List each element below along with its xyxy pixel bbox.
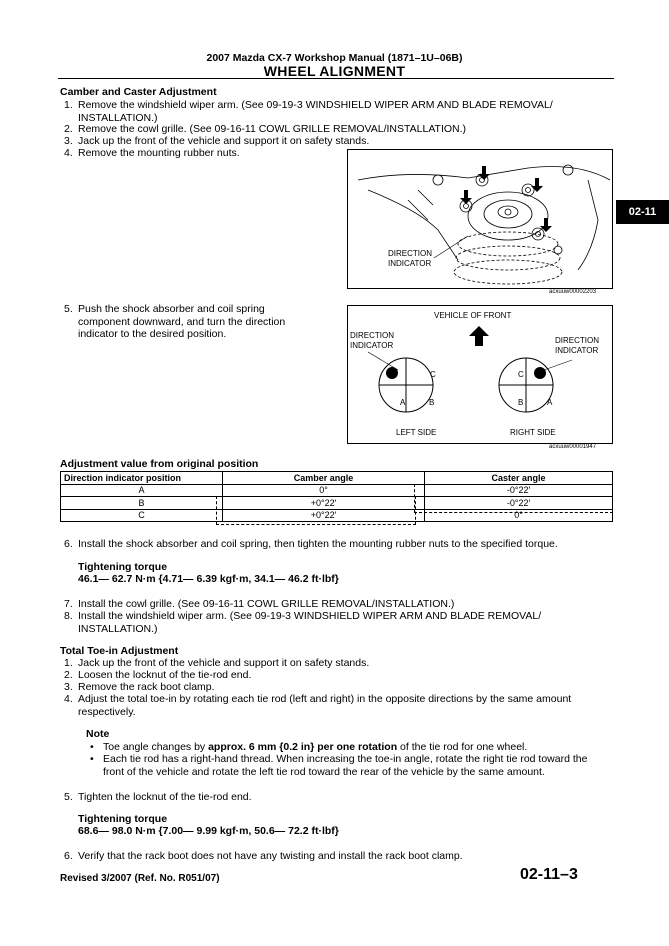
table-cell: +0°22′ (223, 509, 425, 522)
toe-step-3: 3. Remove the rack boot clamp. (64, 681, 215, 693)
caster-highlight-box (414, 484, 613, 513)
col-header-camber: Camber angle (223, 472, 425, 485)
indicator-dials (348, 306, 612, 443)
table-header-row (61, 472, 613, 485)
camber-step-1: 1. Remove the windshield wiper arm. (See 09-19-3 WINDSHIELD WIPER ARM AND BLADE REMOVAL/ INSTALLATION.) (64, 99, 553, 124)
table-cell: -0°22′ (425, 484, 613, 497)
page-number: 02-11–3 (520, 866, 578, 883)
manual-subtitle: 2007 Mazda CX-7 Workshop Manual (1871–1U–06B) (206, 52, 463, 64)
table-cell: C (61, 509, 223, 522)
right-dial-c: C (518, 370, 524, 379)
camber-step-5: 5. Push the shock absorber and coil spring component downward, and turn the direction indicator to the desired position. (64, 303, 286, 340)
right-dial-a: A (547, 398, 553, 407)
torque1-value: 46.1— 62.7 N·m {4.71— 6.39 kgf·m, 34.1— 46.2 ft·lbf} (78, 573, 339, 585)
camber-step-3: 3. Jack up the front of the vehicle and support it on safety stands. (64, 135, 370, 147)
revision-note: Revised 3/2007 (Ref. No. R051/07) (60, 873, 220, 884)
toe-step-2: 2. Loosen the locknut of the tie-rod end. (64, 669, 252, 681)
table-cell: B (61, 497, 223, 510)
col-header-caster: Caster angle (425, 472, 613, 485)
section-tab: 02-11 (616, 200, 669, 224)
left-side-label: LEFT SIDE (396, 428, 437, 437)
header-rule (58, 78, 614, 79)
toe-step-4: 4. Adjust the total toe-in by rotating each tie rod (left and right) in the opposite directions by the same amount respectively. (64, 693, 572, 718)
figure1-code: acxuuw00002203 (549, 289, 597, 295)
torque2-label: Tightening torque (78, 813, 168, 825)
left-dial-b: B (429, 398, 435, 407)
camber-step-4: 4. Remove the mounting rubber nuts. (64, 147, 240, 159)
col-header-position: Direction indicator position (61, 472, 223, 485)
camber-step-8: 8. Install the windshield wiper arm. (See 09-19-3 WINDSHIELD WIPER ARM AND BLADE REMOVAL/ INSTALLATION.) (64, 610, 542, 635)
strut-mount-figure (347, 149, 613, 289)
vehicle-front-label: VEHICLE OF FRONT (434, 311, 512, 320)
right-side-label: RIGHT SIDE (510, 428, 556, 437)
note-label: Note (86, 728, 110, 740)
left-dial-c: C (430, 370, 436, 379)
left-dial-a: A (400, 398, 406, 407)
toe-step-5: 5. Tighten the locknut of the tie-rod end. (64, 791, 252, 803)
camber-highlight-box (216, 496, 416, 525)
indicator-position-figure (347, 305, 613, 444)
left-indicator-label: DIRECTION INDICATOR (350, 331, 394, 350)
toe-heading: Total Toe-in Adjustment (60, 645, 179, 657)
camber-step-6: 6. Install the shock absorber and coil spring, then tighten the mounting rubber nuts to the specified torque. (64, 538, 558, 550)
note-bullet-2: • Each tie rod has a right-hand thread. When increasing the toe-in angle, rotate the right tie rod toward the front of the vehicle and rotate the left tie rod toward the rear of the vehicle by the same amount. (90, 753, 588, 778)
table-cell: A (61, 484, 223, 497)
camber-step-2: 2. Remove the cowl grille. (See 09-16-11 COWL GRILLE REMOVAL/INSTALLATION.) (64, 123, 467, 135)
direction-indicator-label: DIRECTION INDICATOR (388, 249, 432, 268)
toe-step-6: 6. Verify that the rack boot does not have any twisting and install the rack boot clamp. (64, 850, 463, 862)
torque1-label: Tightening torque (78, 561, 168, 573)
torque2-value: 68.6— 98.0 N·m {7.00— 9.99 kgf·m, 50.6— 72.2 ft·lbf} (78, 825, 339, 837)
adjust-table-title: Adjustment value from original position (60, 458, 259, 470)
table-cell: -0°22′ (425, 497, 613, 510)
table-cell: +0°22′ (223, 497, 425, 510)
camber-heading: Camber and Caster Adjustment (60, 86, 217, 98)
right-dial-b: B (518, 398, 524, 407)
camber-step-7: 7. Install the cowl grille. (See 09-16-11 COWL GRILLE REMOVAL/INSTALLATION.) (64, 598, 455, 610)
toe-step-1: 1. Jack up the front of the vehicle and support it on safety stands. (64, 657, 370, 669)
table-cell: 0° (425, 509, 613, 522)
figure2-code: acxuuw00001947 (549, 444, 597, 450)
page-title: WHEEL ALIGNMENT (263, 63, 406, 79)
table-cell: 0° (223, 484, 425, 497)
right-indicator-label: DIRECTION INDICATOR (555, 336, 599, 355)
